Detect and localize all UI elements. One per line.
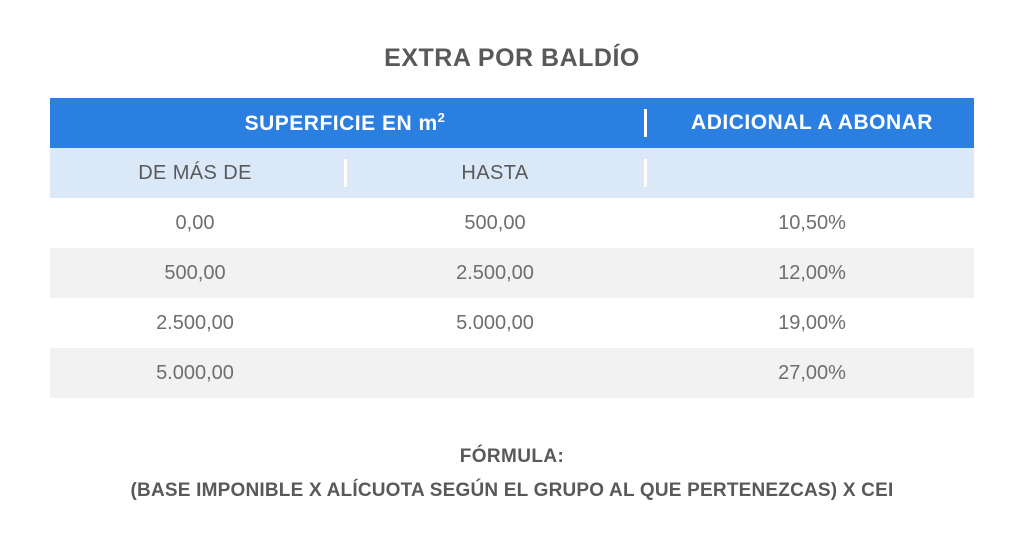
cell-spacer [340,348,350,398]
page-title: EXTRA POR BALDÍO [384,44,640,72]
cell-additional: 19,00% [650,298,974,348]
table-row [50,248,974,298]
cell-additional: 12,00% [650,248,974,298]
cell-spacer [640,298,650,348]
rates-table [50,98,974,398]
column-header-from: DE MÁS DE [50,148,340,198]
formula-label: FÓRMULA: [459,446,565,467]
formula-section [0,446,1024,502]
cell-spacer [340,298,350,348]
column-header-additional [650,148,974,198]
cell-to: 500,00 [350,198,640,248]
group-header-additional: ADICIONAL A ABONAR [650,98,974,148]
cell-from: 5.000,00 [50,348,340,398]
rates-table-container [50,98,974,398]
group-header-surface [50,98,640,148]
table-row [50,298,974,348]
group-header-surface-label: SUPERFICIE EN m [244,112,438,135]
group-header-divider [640,98,650,148]
group-header-surface-superscript: 2 [437,110,446,125]
cell-spacer [640,248,650,298]
table-column-header-row [50,148,974,198]
cell-spacer [640,348,650,398]
cell-to: 5.000,00 [350,298,640,348]
column-header-to: HASTA [350,148,640,198]
cell-additional: 10,50% [650,198,974,248]
table-group-header-row [50,98,974,148]
table-row [50,198,974,248]
cell-to: 2.500,00 [350,248,640,298]
cell-from: 500,00 [50,248,340,298]
formula-body: (BASE IMPONIBLE X ALÍCUOTA SEGÚN EL GRUPO AL QUE PERTENEZCAS) X CEI [130,480,894,501]
table-row [50,348,974,398]
cell-additional: 27,00% [650,348,974,398]
cell-to [350,348,640,398]
cell-spacer [340,198,350,248]
cell-from: 0,00 [50,198,340,248]
column-header-divider-1 [340,148,350,198]
cell-spacer [640,198,650,248]
cell-spacer [340,248,350,298]
column-header-divider-2 [640,148,650,198]
cell-from: 2.500,00 [50,298,340,348]
